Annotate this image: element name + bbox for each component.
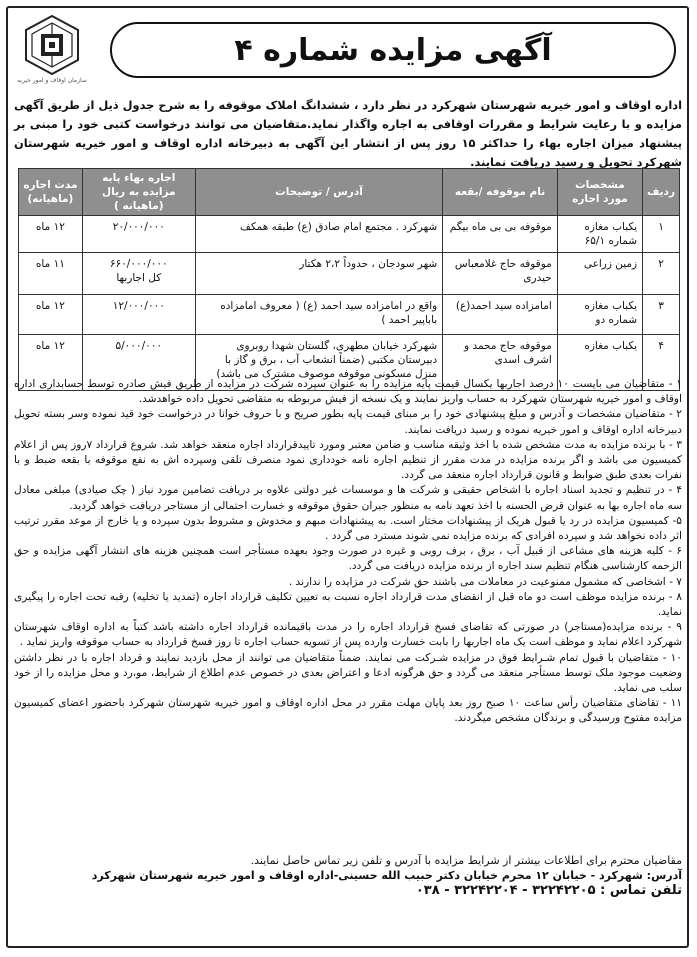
rent-value: ۶۶۰/۰۰۰/۰۰۰ [109,258,168,270]
logo [16,14,88,90]
term-item: ۴ - در تنظیم و تجدید اسناد اجاره با اشخاص حقیقی و شرکت ها و موسسات غیر دولتی علاوه بر دریافت تضامین مورد نیاز ( چک صیادی) مبلغی معادل سه ماه اجاره بها به عنوان قرض الحسنه با اخذ تعهد نامه به منظور جبران حقوق موقوفه و خسارت احتمالی از مستاجر دریافت خواهد گردید. [14,484,682,512]
cell-rent [82,216,195,253]
rent-value: ۱۲/۰۰۰/۰۰۰ [112,300,165,312]
auction-table [18,168,680,391]
cell-duration: ۱۲ ماه [19,295,83,335]
cell-name: موقوفه حاج محمد و اشرف اسدی [443,335,558,391]
cell-name: امامزاده سید احمد(ع) [443,295,558,335]
rent-note: کل اجاربها [116,272,162,284]
header-duration: مدت اجاره (ماهیانه) [19,169,83,216]
contact-block [14,853,682,898]
table-row [19,295,680,335]
table-row [19,253,680,295]
cell-address: واقع در امامزاده سید احمد (ع) ( معروف امامزاده باباپیر احمد ) [195,295,442,335]
cell-row-number: ۱ [643,216,680,253]
cell-spec: یکباب مغازه شماره دو [557,295,642,335]
term-item: ۶ - کلیه هزینه های مشاعی از قبیل آب ، برق ، برف روبی و غیره در صورت وجود بعهده مستأجر است همچنین هزینه های انتشار آگهی مزایده و حق الزحمه کارشناسی هنگام تنظیم سند اجاره از برنده مزایده دریافت می گردد. [14,545,682,573]
cell-address: شهرکرد . مجتمع امام صادق (ع) طبقه همکف [195,216,442,253]
intro-text: در نظر دارد ، ششدانگ املاک موقوفه را به شرح جدول ذیل از طریق آگهی مزایده و با رعایت شرایط و مقررات اوقافی به اجاره واگذار نماید.متقاضیان می توانند درخواست کتبی خود را مبنی بر پیشنهاد میزان اجاره بهاء را حداکثر ۱۵ روز پس از انتشار این آگهی به دبیرخانه اداره اوقاف و امور خیریه شهرستان شهرکرد تحویل و رسید دریافت نمایند. [14,98,682,169]
term-item: ۳ - با برنده مزایده به مدت مشخص شده با اخذ وثیقه مناسب و ضامن معتبر ومورد تاییدقرارداد اجاره منعقد خواهد شد. شروع قرارداد ۷روز پس از اعلام کمیسیون می باشد و اگر برنده مزایده در مدت مقرر از تنظیم اجاره نامه خودداری نمود منصرف تلقی وسپرده اش به نفع موقوفه با بقعه ضبط و با نفرات بعدی طبق ضوابط و قانون قرارداد اجاره منعقد می گردد. [14,438,682,482]
term-item: ۱۱ - تقاضای متقاضیان رأس ساعت ۱۰ صبح روز بعد پایان مهلت مقرر در محل اداره اوقاف و امور خیریه شهرستان شهرکرد باحضور اعضای کمیسیون مزایده مفتوح ورسیدگی و برندگان مشخص میگردند. [14,697,682,725]
cell-spec: یکباب مغازه [557,335,642,391]
table-row [19,216,680,253]
contact-address: آدرس: شهرکرد - خیابان ۱۲ محرم خیابان دکتر حبیب الله حسینی-اداره اوقاف و امور خیریه شهرستان شهرکرد [91,869,682,882]
cell-address: شهر سودجان ، حدوداً ۲،۲ هکتار [195,253,442,295]
endowment-emblem-icon [22,14,82,76]
header-row-number: ردیف [643,169,680,216]
cell-spec: یکباب مغازه شماره ۶۵/۱ [557,216,642,253]
cell-row-number: ۴ [643,335,680,391]
header [14,14,680,94]
cell-name: موقوفه حاج غلامعباس حیدری [443,253,558,295]
term-item: ۹ - برنده مزایده(مستاجر) در صورتی که تقاضای فسخ قرارداد اجاره را در مدت باقیمانده قرارداد اجاره داشته باشد کتباً به اداره اوقاف شهرستان شهرکرد اعلام نماید و موظف است یک ماه اجاربها را بابت خسارت وارده پس از تسویه حساب اجاره تا روز فسخ قرارداد به حساب موقوفه واریز نماید . [14,621,682,649]
title-banner [110,22,676,78]
cell-duration: ۱۲ ماه [19,216,83,253]
term-item: ۵- کمیسیون مزایده در رد یا قبول هریک از پیشنهادات مختار است. به پیشنهادات مبهم و مخدوش و مشروط بدون سپرده و یا خارج از موعد مقرر ترتیب اثر داده نخواهد شد و سپرده افرادی که برنده مزایده نمی شوند مسترد می گردد . [14,514,682,543]
header-name: نام موقوفه /بقعه [443,169,558,216]
terms-list [14,377,682,727]
rent-value: ۲۰/۰۰۰/۰۰۰ [112,221,165,233]
cell-rent [82,295,195,335]
term-item: ۸ - برنده مزایده موظف است دو ماه قبل از انقضای مدت قرارداد اجاره نسبت به تعیین تکلیف قرارداد اجاره (تمدید یا تخلیه) رقبه تحت اجاره را پیگیری نماید. [14,590,682,619]
cell-duration: ۱۲ ماه [19,335,83,391]
intro-org: اداره اوقاف و امور خیریه شهرستان شهرکرد [431,98,682,112]
header-address: آدرس / توضیحات [195,169,442,216]
cell-rent [82,253,195,295]
cell-duration: ۱۱ ماه [19,253,83,295]
term-item: ۱۰ - متقاضیان با قبول تمام شـرایط فوق در مزایده شـرکت می نمایند. ضمناً متقاضیان می توانند از محل بازدید نمایند و قرداد اجاره با در نظر داشتن وضعیت موجود ملک توسط مستأجر منعقد می گردد و حق هرگونه ادعا و اعتراض بعدی در خصوص عدم اطلاع از شرایط، مو،رد و محل مزایده را از خود سلب می نماید. [14,651,682,695]
page-title: آگهی مزایده شماره ۴ [234,32,552,68]
table-header-row [19,169,680,216]
cell-row-number: ۳ [643,295,680,335]
cell-address: شهرکرد خیابان مطهری، گلستان شهدا روبروی دبیرستان مکتبی (ضمناً انشعاب آب ، برق و گاز با منزل مسکونی موقوفه موصوف مشترک می باشد) [195,335,442,391]
contact-phone: تلفن تماس : ۳۲۲۴۲۲۰۵ - ۳۲۲۴۲۲۰۴ - ۰۳۸ [415,883,682,898]
term-item: ۱ - متقاضیان می بایست ۱۰ درصد اجاربها یکسال قیمت پایه مزایده را به عنوان سپرده شرکت در مزایده از طریق فیش صادره توسط حسابداری اداره اوقاف و امور خیریه شهرستان شهرکرد به حساب واریز نمایند و یک نسخه از فیش مربوطه به متقاضی تحویل داده خواهدشد. [14,378,682,406]
term-item: ۷ - اشخاصی که مشمول ممنوعیت در معاملات می باشند حق شرکت در مزایده را ندارند . [288,575,682,588]
cell-spec: زمین زراعی [557,253,642,295]
intro-paragraph [14,96,682,172]
contact-info: مقاضیان محترم برای اطلاعات بیشتر از شرایط مزایده با آدرس و تلفن زیر تماس حاصل نمایند. [250,854,682,867]
cell-name: موقوفه بی بی ماه بیگم [443,216,558,253]
logo-caption: سازمان اوقاف و امور خیریه [17,77,87,84]
term-item: ۲ - متقاضیان مشخصات و آدرس و مبلغ پیشنهادی خود را بر مبنای قیمت پایه بطور صریح و با حروف خوانا در درخواست خود قید نموده وسر بسته تحویل دبیرخانه اداره اوقاف و امور خیریه نموده و رسید دریافت نمایند. [14,408,682,436]
rent-value: ۵/۰۰۰/۰۰۰ [115,340,163,352]
header-spec: مشخصات مورد اجاره [557,169,642,216]
cell-row-number: ۲ [643,253,680,295]
header-rent: اجاره بهاء پایه مزایده به ریال (ماهیانه ) [82,169,195,216]
